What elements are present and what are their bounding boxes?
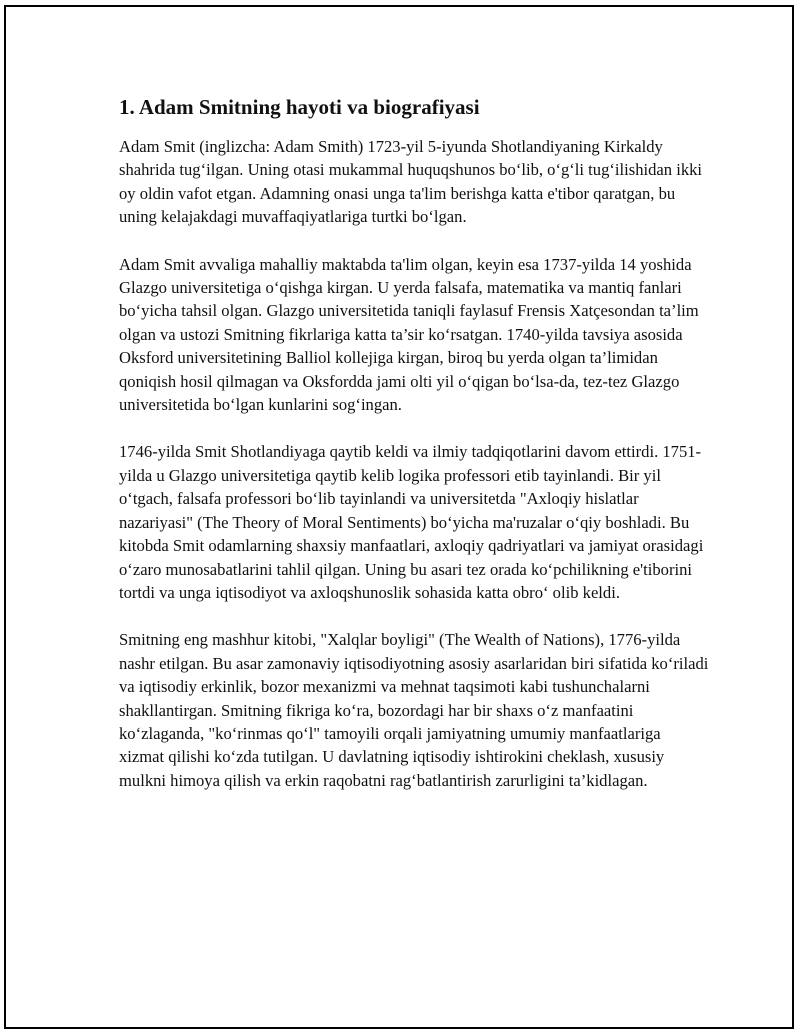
paragraph-education: Adam Smit avvaliga mahalliy maktabda ta'lim olgan, keyin esa 1737-yilda 14 yoshida Glazgo universitetiga o‘qishga kirgan. U yerda falsafa, matematika va mantiq fanlari bo‘yicha tahsil olgan. Glazgo universitetida taniqli faylasuf Frensis Xatçesondan ta’lim olgan va ustozi Smitning fikrlariga katta ta’sir ko‘rsatgan. 1740-yilda tavsiya asosida Oksford universitetining Balliol kollejiga kirgan, biroq bu yerda olgan ta’limidan qoniqish hosil qilmagan va Oksfordda jami olti yil o‘qigan bo‘lsa-da, tez-tez Glazgo universitetida bo‘lgan kunlarini sog‘ingan.	[119, 254, 699, 415]
paragraph-birth: Adam Smit (inglizcha: Adam Smith) 1723-yil 5-iyunda Shotlandiyaning Kirkaldy shahrida tug‘ilgan. Uning otasi mukammal huquqshunos bo‘lib, o‘g‘li tug‘ilishidan ikki oy oldin vafot etgan. Adamning onasi unga ta'lim berishga katta e'tibor qaratgan, bu uning kelajakdagi muvaffaqiyatlariga turtki bo‘lgan.	[119, 137, 703, 227]
paragraph-career: 1746-yilda Smit Shotlandiyaga qaytib keldi va ilmiy tadqiqotlarini davom ettirdi. 1751-yilda u Glazgo universitetiga qaytib kelib logika professori etib tayinlandi. Bir yil o‘tgach, falsafa professori bo‘lib tayinlandi va universitetda "Axloqiy hislatlar nazariyasi" (The Theory of Moral Sentiments) bo‘yicha ma'ruzalar o‘qiy boshladi. Bu kitobda Smit odamlarning shaxsiy manfaatlari, axloqiy qadriyatlari va jamiyat orasidagi o‘zaro munosabatlarini tahlil qilgan. Uning bu asari tez orada ko‘pchilikning e'tiborini tortdi va unga iqtisodiyot va axloqshunoslik sohasida katta obro‘ olib keldi.	[119, 442, 704, 602]
paragraph-wealth-of-nations: Smitning eng mashhur kitobi, "Xalqlar boyligi" (The Wealth of Nations), 1776-yilda nashr etilgan. Bu asar zamonaviy iqtisodiyotning asosiy asarlaridan biri sifatida ko‘riladi va iqtisodiy erkinlik, bozor mexanizmi va mehnat taqsimoti kabi tushunchalarni shakllantirgan. Smitning fikriga ko‘ra, bozordagi har bir shaxs o‘z manfaatini ko‘zlaganda, "ko‘rinmas qo‘l" tamoyili orqali jamiyatning umumiy manfaatlariga xizmat qilishi ko‘zda tutilgan. U davlatning iqtisodiy ishtirokini cheklash, xususiy mulkni himoya qilish va erkin raqobatni rag‘batlantirish zarurligini ta’kidlagan.	[119, 630, 709, 790]
section-title: 1. Adam Smitning hayoti va biografiyasi	[119, 95, 480, 119]
document-page	[4, 5, 794, 1029]
document-body	[119, 91, 709, 816]
